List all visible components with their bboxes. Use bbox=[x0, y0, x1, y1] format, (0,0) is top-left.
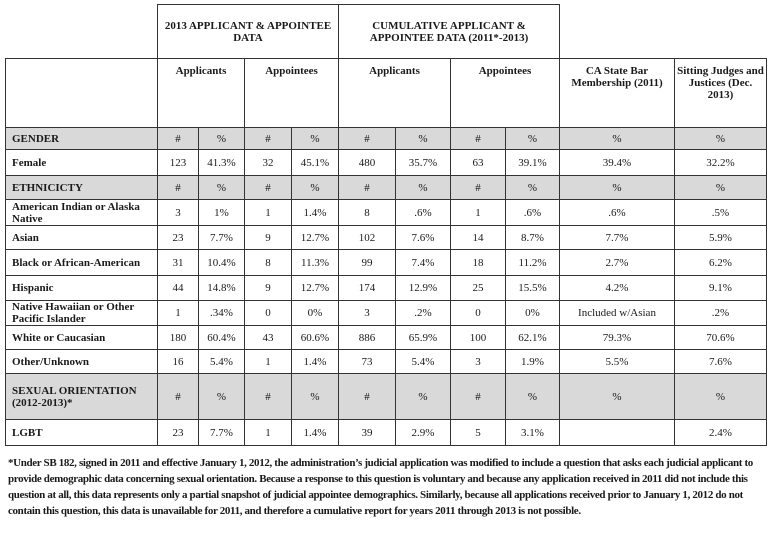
table-cell: 3 bbox=[451, 350, 506, 374]
appointees-cumulative-header: Appointees bbox=[451, 59, 560, 128]
table-cell: % bbox=[560, 128, 675, 150]
table-cell: 7.6% bbox=[675, 350, 767, 374]
table-cell: 3 bbox=[158, 200, 199, 226]
section-header-row bbox=[6, 374, 767, 420]
row-label: ETHNICICTY bbox=[6, 176, 158, 200]
table-cell: Included w/Asian bbox=[560, 301, 675, 326]
table-cell: 1 bbox=[451, 200, 506, 226]
table-cell: % bbox=[199, 176, 245, 200]
table-row bbox=[6, 301, 767, 326]
table-cell: 73 bbox=[339, 350, 396, 374]
table-cell: # bbox=[245, 128, 292, 150]
table-cell: 14.8% bbox=[199, 276, 245, 301]
row-label: American Indian or Alaska Native bbox=[6, 200, 158, 226]
table-cell: 102 bbox=[339, 226, 396, 250]
table-cell: 480 bbox=[339, 150, 396, 176]
row-label: Hispanic bbox=[6, 276, 158, 301]
table-cell: # bbox=[245, 176, 292, 200]
appointees-2013-header: Appointees bbox=[245, 59, 339, 128]
table-cell: 41.3% bbox=[199, 150, 245, 176]
table-cell: .2% bbox=[396, 301, 451, 326]
table-cell: 43 bbox=[245, 326, 292, 350]
row-label: SEXUAL ORIENTATION (2012-2013)* bbox=[6, 374, 158, 420]
table-cell: 180 bbox=[158, 326, 199, 350]
table-cell: 60.4% bbox=[199, 326, 245, 350]
row-label: Asian bbox=[6, 226, 158, 250]
table-cell: .6% bbox=[506, 200, 560, 226]
table-cell: 2.4% bbox=[675, 420, 767, 446]
table-cell: # bbox=[451, 176, 506, 200]
table-cell: % bbox=[675, 128, 767, 150]
table-cell: 15.5% bbox=[506, 276, 560, 301]
table-cell: # bbox=[158, 176, 199, 200]
table-cell: .5% bbox=[675, 200, 767, 226]
table-cell: 99 bbox=[339, 250, 396, 276]
section-header-row bbox=[6, 176, 767, 200]
table-cell: 14 bbox=[451, 226, 506, 250]
table-cell: % bbox=[506, 176, 560, 200]
table-cell: % bbox=[560, 176, 675, 200]
table-cell: 65.9% bbox=[396, 326, 451, 350]
state-bar-header: CA State Bar Membership (2011) bbox=[560, 59, 675, 128]
table-row bbox=[6, 326, 767, 350]
table-cell: .34% bbox=[199, 301, 245, 326]
row-label: Black or African-American bbox=[6, 250, 158, 276]
table-row bbox=[6, 350, 767, 374]
table-cell: % bbox=[506, 374, 560, 420]
table-cell: 7.7% bbox=[199, 420, 245, 446]
table-cell: 0 bbox=[245, 301, 292, 326]
table-cell: # bbox=[158, 128, 199, 150]
table-cell: 8 bbox=[245, 250, 292, 276]
table-cell: 7.7% bbox=[199, 226, 245, 250]
table-cell: 60.6% bbox=[292, 326, 339, 350]
table-cell: 1% bbox=[199, 200, 245, 226]
table-cell: 8.7% bbox=[506, 226, 560, 250]
table-cell: 0% bbox=[292, 301, 339, 326]
table-cell: 10.4% bbox=[199, 250, 245, 276]
table-cell: 16 bbox=[158, 350, 199, 374]
table-cell: 174 bbox=[339, 276, 396, 301]
table-cell: 3 bbox=[339, 301, 396, 326]
table-cell: # bbox=[245, 374, 292, 420]
table-cell: 39.4% bbox=[560, 150, 675, 176]
table-cell: 886 bbox=[339, 326, 396, 350]
table-cell: % bbox=[199, 374, 245, 420]
section-header-row bbox=[6, 128, 767, 150]
table-cell: 9 bbox=[245, 276, 292, 301]
table-cell: 44 bbox=[158, 276, 199, 301]
table-cell: % bbox=[292, 128, 339, 150]
table-row bbox=[6, 150, 767, 176]
table-cell: 79.3% bbox=[560, 326, 675, 350]
table-cell: 1.4% bbox=[292, 420, 339, 446]
table-cell bbox=[560, 420, 675, 446]
table-cell: 35.7% bbox=[396, 150, 451, 176]
table-cell: 1.4% bbox=[292, 350, 339, 374]
table-cell: 11.3% bbox=[292, 250, 339, 276]
table-cell: 1 bbox=[245, 350, 292, 374]
table-cell: % bbox=[396, 176, 451, 200]
table-cell: 63 bbox=[451, 150, 506, 176]
table-cell: 123 bbox=[158, 150, 199, 176]
table-cell: % bbox=[292, 374, 339, 420]
table-cell: 4.2% bbox=[560, 276, 675, 301]
table-cell: 11.2% bbox=[506, 250, 560, 276]
table-cell: 2.7% bbox=[560, 250, 675, 276]
table-row bbox=[6, 250, 767, 276]
row-label: White or Caucasian bbox=[6, 326, 158, 350]
table-cell: 7.7% bbox=[560, 226, 675, 250]
table-cell: 7.4% bbox=[396, 250, 451, 276]
table-cell: # bbox=[339, 176, 396, 200]
group-header-row bbox=[6, 5, 767, 59]
table-cell: 100 bbox=[451, 326, 506, 350]
table-cell: 6.2% bbox=[675, 250, 767, 276]
row-label: Native Hawaiian or Other Pacific Islander bbox=[6, 301, 158, 326]
table-row bbox=[6, 420, 767, 446]
column-header-row bbox=[6, 59, 767, 128]
table-cell: 5.4% bbox=[396, 350, 451, 374]
table-cell: 5.9% bbox=[675, 226, 767, 250]
table-cell: 5.4% bbox=[199, 350, 245, 374]
row-label: Other/Unknown bbox=[6, 350, 158, 374]
table-row bbox=[6, 276, 767, 301]
table-cell: % bbox=[292, 176, 339, 200]
table-cell: .6% bbox=[560, 200, 675, 226]
table-cell: 1.4% bbox=[292, 200, 339, 226]
table-cell: 1 bbox=[245, 420, 292, 446]
table-cell: % bbox=[396, 128, 451, 150]
table-cell: 32.2% bbox=[675, 150, 767, 176]
sitting-judges-header: Sitting Judges and Justices (Dec. 2013) bbox=[675, 59, 767, 128]
table-cell: 39.1% bbox=[506, 150, 560, 176]
table-cell: 1 bbox=[245, 200, 292, 226]
table-cell: 18 bbox=[451, 250, 506, 276]
table-cell: % bbox=[199, 128, 245, 150]
table-cell: # bbox=[339, 374, 396, 420]
table-cell: 9 bbox=[245, 226, 292, 250]
table-cell: 3.1% bbox=[506, 420, 560, 446]
table-cell: 1.9% bbox=[506, 350, 560, 374]
group-2013-header: 2013 APPLICANT & APPOINTEE DATA bbox=[158, 5, 339, 59]
table-cell: 23 bbox=[158, 420, 199, 446]
table-cell: 0 bbox=[451, 301, 506, 326]
table-cell: # bbox=[339, 128, 396, 150]
table-cell: 2.9% bbox=[396, 420, 451, 446]
applicants-2013-header: Applicants bbox=[158, 59, 245, 128]
table-cell: 62.1% bbox=[506, 326, 560, 350]
table-cell: 7.6% bbox=[396, 226, 451, 250]
table-row bbox=[6, 226, 767, 250]
table-cell: % bbox=[396, 374, 451, 420]
table-cell: 12.7% bbox=[292, 226, 339, 250]
table-cell: 1 bbox=[158, 301, 199, 326]
applicants-cumulative-header: Applicants bbox=[339, 59, 451, 128]
table-cell: 12.7% bbox=[292, 276, 339, 301]
table-cell: 45.1% bbox=[292, 150, 339, 176]
table-cell: # bbox=[451, 374, 506, 420]
table-cell: % bbox=[675, 374, 767, 420]
table-cell: # bbox=[451, 128, 506, 150]
table-cell: .2% bbox=[675, 301, 767, 326]
table-cell: 8 bbox=[339, 200, 396, 226]
table-cell: 5.5% bbox=[560, 350, 675, 374]
table-cell: 0% bbox=[506, 301, 560, 326]
table-cell: % bbox=[675, 176, 767, 200]
row-label: Female bbox=[6, 150, 158, 176]
demographics-table bbox=[5, 4, 767, 446]
table-cell: 39 bbox=[339, 420, 396, 446]
table-cell: 12.9% bbox=[396, 276, 451, 301]
table-cell: % bbox=[560, 374, 675, 420]
row-label: LGBT bbox=[6, 420, 158, 446]
table-cell: % bbox=[506, 128, 560, 150]
table-cell: 9.1% bbox=[675, 276, 767, 301]
row-label: GENDER bbox=[6, 128, 158, 150]
table-row bbox=[6, 200, 767, 226]
group-cumulative-header: CUMULATIVE APPLICANT & APPOINTEE DATA (2011*-2013) bbox=[339, 5, 560, 59]
table-cell: # bbox=[158, 374, 199, 420]
table-cell: 31 bbox=[158, 250, 199, 276]
table-cell: .6% bbox=[396, 200, 451, 226]
table-cell: 70.6% bbox=[675, 326, 767, 350]
footnote: *Under SB 182, signed in 2011 and effective January 1, 2012, the administration’s judicial application was modified to include a question that asks each judicial applicant to provide demographic data concerning sexual orientation. Because a response to this question is voluntary and because any application received in 2011 did not include this question at all, this data represents only a partial snapshot of judicial appointee demographics. Similarly, because all applications received prior to January 1, 2012 do not contain this question, this data is unavailable for 2011, and therefore a cumulative report for years 2011 through 2013 is not possible. bbox=[8, 457, 753, 517]
table-cell: 25 bbox=[451, 276, 506, 301]
table-cell: 32 bbox=[245, 150, 292, 176]
table-cell: 5 bbox=[451, 420, 506, 446]
table-cell: 23 bbox=[158, 226, 199, 250]
